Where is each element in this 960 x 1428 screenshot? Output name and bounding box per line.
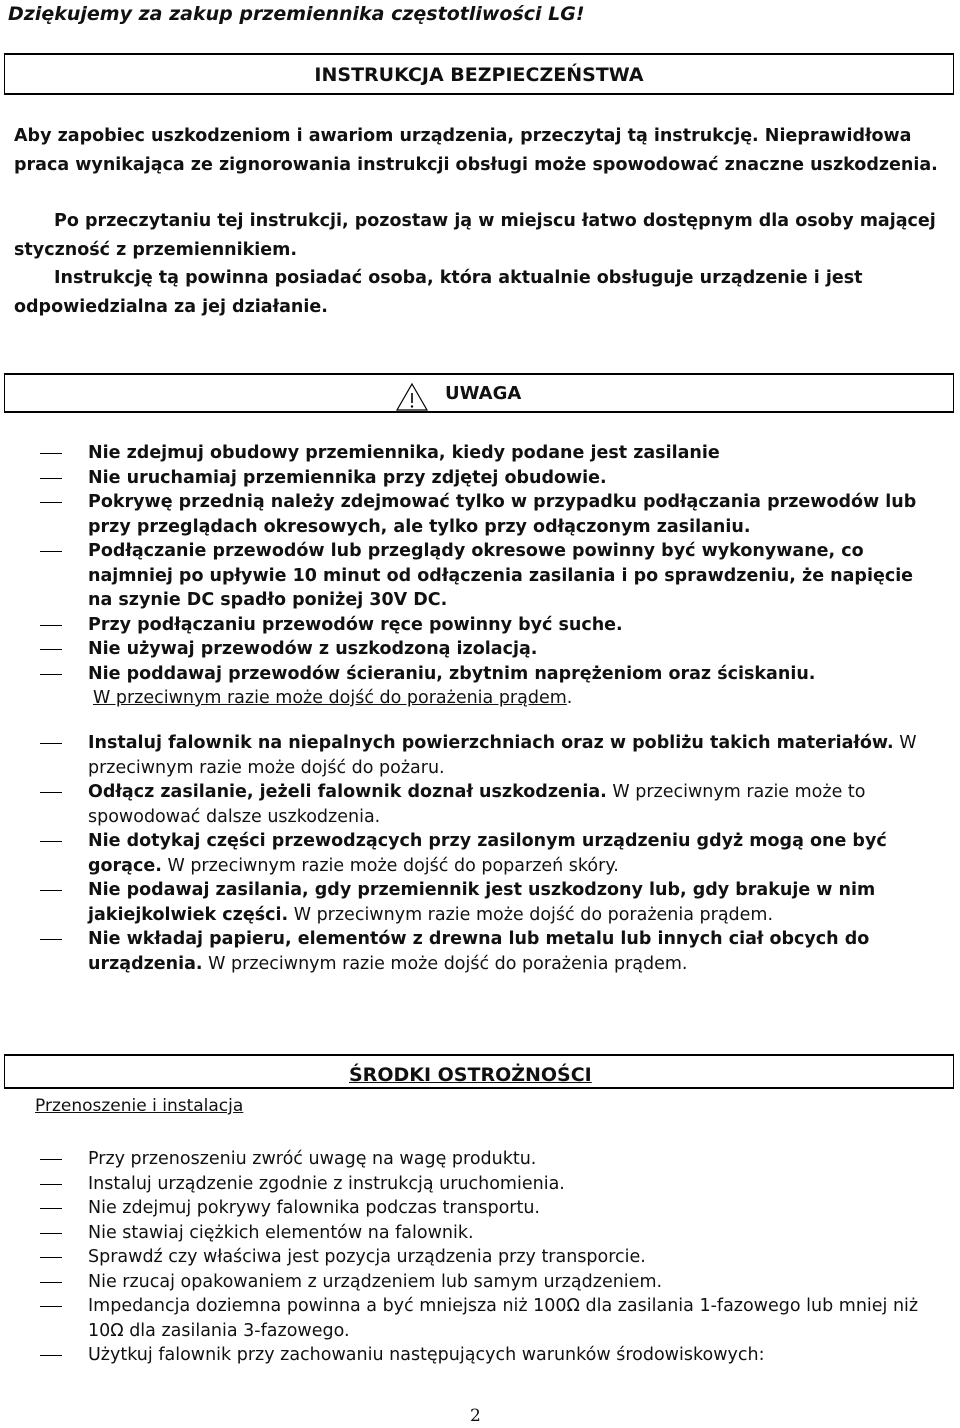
- list-item: Nie poddawaj przewodów ścieraniu, zbytnim naprężeniom oraz ściskaniu.: [0, 662, 938, 687]
- dash-marker: [40, 939, 62, 940]
- list-item: Przy podłączaniu przewodów ręce powinny być suche.: [0, 613, 938, 638]
- precautions-list: [0, 1147, 960, 1368]
- safety-paragraph-1: Aby zapobiec uszkodzeniom i awariom urządzenia, przeczytaj tą instrukcję. Nieprawidłowa praca wynikająca ze zignorowania instrukcji obsługi może spowodować znaczne uszkodzenia.: [14, 126, 938, 175]
- dash-marker: [40, 649, 62, 650]
- list-item: Odłącz zasilanie, jeżeli falownik doznał uszkodzenia. W przeciwnym razie może to spowodować dalsze uszkodzenia.: [0, 780, 938, 829]
- safety-title-box: [4, 53, 954, 95]
- precautions-title: ŚRODKI OSTROŻNOŚCI: [349, 1064, 592, 1086]
- list-item: Pokrywę przednią należy zdejmować tylko w przypadku podłączania przewodów lub przy przeglądach okresowych, ale tylko przy odłączonym zasilaniu.: [0, 490, 938, 539]
- list-item: Nie używaj przewodów z uszkodzoną izolacją.: [0, 637, 938, 662]
- list-item: Nie zdejmuj pokrywy falownika podczas transportu.: [0, 1196, 938, 1221]
- warning-title: UWAGA: [445, 383, 522, 404]
- dash-marker: [40, 890, 62, 891]
- list-item: Nie dotykaj części przewodzących przy zasilonym urządzeniu gdyż mogą one być gorące. W przeciwnym razie może dojść do poparzeń skóry.: [0, 829, 938, 878]
- dash-marker: [40, 478, 62, 479]
- warning-list: [0, 441, 960, 711]
- thanks-heading: Dziękujemy za zakup przemiennika częstotliwości LG!: [8, 3, 585, 25]
- safety-paragraph-3: Instrukcję tą powinna posiadać osoba, która aktualnie obsługuje urządzenie i jest odpowiedzialna za jej działanie.: [14, 268, 863, 317]
- safety-paragraph-2: Po przeczytaniu tej instrukcji, pozostaw ją w miejscu łatwo dostępnym dla osoby mającej styczność z przemiennikiem.: [14, 211, 936, 260]
- list-item: Podłączanie przewodów lub przeglądy okresowe powinny być wykonywane, co najmniej po upływie 10 minut od odłączenia zasilania i po sprawdzeniu, że napięcie na szynie DC spadło poniżej 30V DC.: [0, 539, 938, 613]
- subsection-transport-installation: Przenoszenie i instalacja: [35, 1096, 244, 1116]
- dash-marker: [40, 743, 62, 744]
- dash-marker: [40, 792, 62, 793]
- dash-marker: [40, 1159, 62, 1160]
- list-item: Przy przenoszeniu zwróć uwagę na wagę produktu.: [0, 1147, 938, 1172]
- list-item: Nie podawaj zasilania, gdy przemiennik jest uszkodzony lub, gdy brakuje w nim jakiejkolwiek części. W przeciwnym razie może dojść do porażenia prądem.: [0, 878, 938, 927]
- dash-marker: [40, 1306, 62, 1307]
- dash-marker: [40, 1355, 62, 1356]
- list-item: Użytkuj falownik przy zachowaniu następujących warunków środowiskowych:: [0, 1343, 938, 1368]
- dash-marker: [40, 1257, 62, 1258]
- dash-marker: [40, 841, 62, 842]
- warning-list-2: [0, 731, 960, 976]
- dash-marker: [40, 674, 62, 675]
- shock-note: W przeciwnym razie może dojść do porażenia prądem.: [93, 688, 573, 708]
- list-item: Instaluj falownik na niepalnych powierzchniach oraz w pobliżu takich materiałów. W przeciwnym razie może dojść do pożaru.: [0, 731, 938, 780]
- safety-title: INSTRUKCJA BEZPIECZEŃSTWA: [314, 64, 644, 86]
- list-item: Impedancja doziemna powinna a być mniejsza niż 100Ω dla zasilania 1-fazowego lub mniej niż 10Ω dla zasilania 3-fazowego.: [0, 1294, 938, 1343]
- dash-marker: [40, 453, 62, 454]
- list-item: Instaluj urządzenie zgodnie z instrukcją uruchomienia.: [0, 1172, 938, 1197]
- dash-marker: [40, 502, 62, 503]
- list-item: Nie zdejmuj obudowy przemiennika, kiedy podane jest zasilanie: [0, 441, 938, 466]
- dash-marker: [40, 1208, 62, 1209]
- dash-marker: [40, 1233, 62, 1234]
- warning-triangle-icon: [395, 382, 429, 412]
- dash-marker: [40, 625, 62, 626]
- page-number: 2: [470, 1406, 481, 1426]
- precautions-title-box: [4, 1054, 954, 1089]
- list-item: Nie stawiaj ciężkich elementów na falownik.: [0, 1221, 938, 1246]
- list-item: Nie uruchamiaj przemiennika przy zdjętej obudowie.: [0, 466, 938, 491]
- dash-marker: [40, 1184, 62, 1185]
- list-item: Nie rzucaj opakowaniem z urządzeniem lub samym urządzeniem.: [0, 1270, 938, 1295]
- list-item: Nie wkładaj papieru, elementów z drewna lub metalu lub innych ciał obcych do urządzenia. W przeciwnym razie może dojść do porażenia prądem.: [0, 927, 938, 976]
- dash-marker: [40, 1282, 62, 1283]
- warning-title-box: [4, 373, 954, 413]
- list-item: Sprawdź czy właściwa jest pozycja urządzenia przy transporcie.: [0, 1245, 938, 1270]
- dash-marker: [40, 551, 62, 552]
